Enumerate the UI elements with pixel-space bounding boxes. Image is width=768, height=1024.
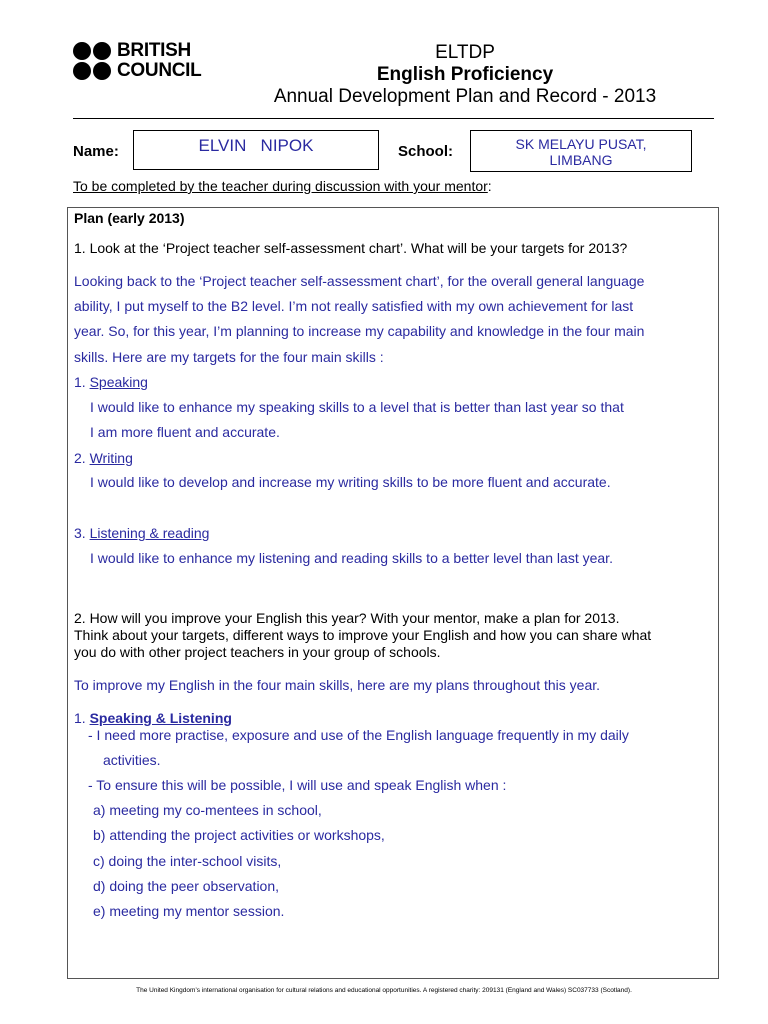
question-2-line: 2. How will you improve your English this year? With your mentor, make a plan for 2013. bbox=[74, 610, 620, 626]
plan-bullet: - I need more practise, exposure and use of the English language frequently in my daily bbox=[88, 727, 629, 743]
question-2-line: Think about your targets, different ways to improve your English and how you can share what bbox=[74, 627, 652, 643]
answer-1-line: Looking back to the ‘Project teacher self-assessment chart’, for the overall general language bbox=[74, 273, 645, 289]
plan-list-item: e) meeting my mentor session. bbox=[93, 903, 285, 919]
program-name: ELTDP bbox=[435, 42, 495, 63]
target-speaking-text: I am more fluent and accurate. bbox=[90, 424, 280, 440]
footer-note: The United Kingdom’s international organisation for cultural relations and educational opportunities. A registered charity: 209131 (England and Wales) SC037733 (Scotland). bbox=[136, 987, 632, 994]
target-speaking-text: I would like to enhance my speaking skills to a level that is better than last year so that bbox=[90, 399, 624, 415]
header-divider bbox=[73, 118, 714, 119]
plan-bullet: - To ensure this will be possible, I will use and speak English when : bbox=[88, 777, 507, 793]
target-listening-heading: 3. Listening & reading bbox=[74, 525, 210, 541]
school-label: School: bbox=[398, 143, 453, 160]
school-value-line2: LIMBANG bbox=[549, 152, 613, 168]
plan-speaking-listening-heading: 1. Speaking & Listening bbox=[74, 710, 232, 726]
subject-title: English Proficiency bbox=[376, 64, 554, 85]
question-2-line: you do with other project teachers in your group of schools. bbox=[74, 644, 441, 660]
british-council-logo bbox=[73, 40, 233, 82]
answer-2-intro: To improve my English in the four main skills, here are my plans throughout this year. bbox=[74, 677, 601, 693]
plan-section bbox=[67, 207, 719, 979]
plan-heading: Plan (early 2013) bbox=[74, 210, 185, 226]
answer-1-line: ability, I put myself to the B2 level. I’m not really satisfied with my own achievement for last bbox=[74, 298, 634, 314]
plan-list-item: a) meeting my co-mentees in school, bbox=[93, 802, 322, 818]
plan-bullet-continued: activities. bbox=[103, 752, 161, 768]
target-writing-heading: 2. Writing bbox=[74, 450, 133, 466]
plan-list-item: b) attending the project activities or workshops, bbox=[93, 827, 385, 843]
school-value-line1: SK MELAYU PUSAT, bbox=[515, 136, 647, 152]
target-writing-text: I would like to develop and increase my writing skills to be more fluent and accurate. bbox=[90, 474, 611, 490]
question-1: 1. Look at the ‘Project teacher self-assessment chart’. What will be your targets for 2013? bbox=[74, 240, 628, 256]
answer-1-line: skills. Here are my targets for the four main skills : bbox=[74, 349, 384, 365]
plan-list-item: c) doing the inter-school visits, bbox=[93, 853, 282, 869]
name-value: ELVIN NIPOK bbox=[198, 136, 314, 155]
name-field[interactable] bbox=[133, 130, 379, 170]
plan-list-item: d) doing the peer observation, bbox=[93, 878, 280, 894]
target-speaking-heading: 1. Speaking bbox=[74, 374, 148, 390]
instruction: To be completed by the teacher during discussion with your mentor: bbox=[73, 178, 492, 194]
answer-1-line: year. So, for this year, I’m planning to increase my capability and knowledge in the four main bbox=[74, 323, 645, 339]
name-label: Name: bbox=[73, 143, 119, 160]
logo-dots-icon bbox=[73, 40, 113, 80]
target-listening-text: I would like to enhance my listening and reading skills to a better level than last year. bbox=[90, 550, 613, 566]
logo-wordmark: BRITISH COUNCIL bbox=[117, 40, 202, 81]
school-field[interactable] bbox=[470, 130, 692, 172]
document-title: Annual Development Plan and Record - 2013 bbox=[273, 86, 657, 107]
